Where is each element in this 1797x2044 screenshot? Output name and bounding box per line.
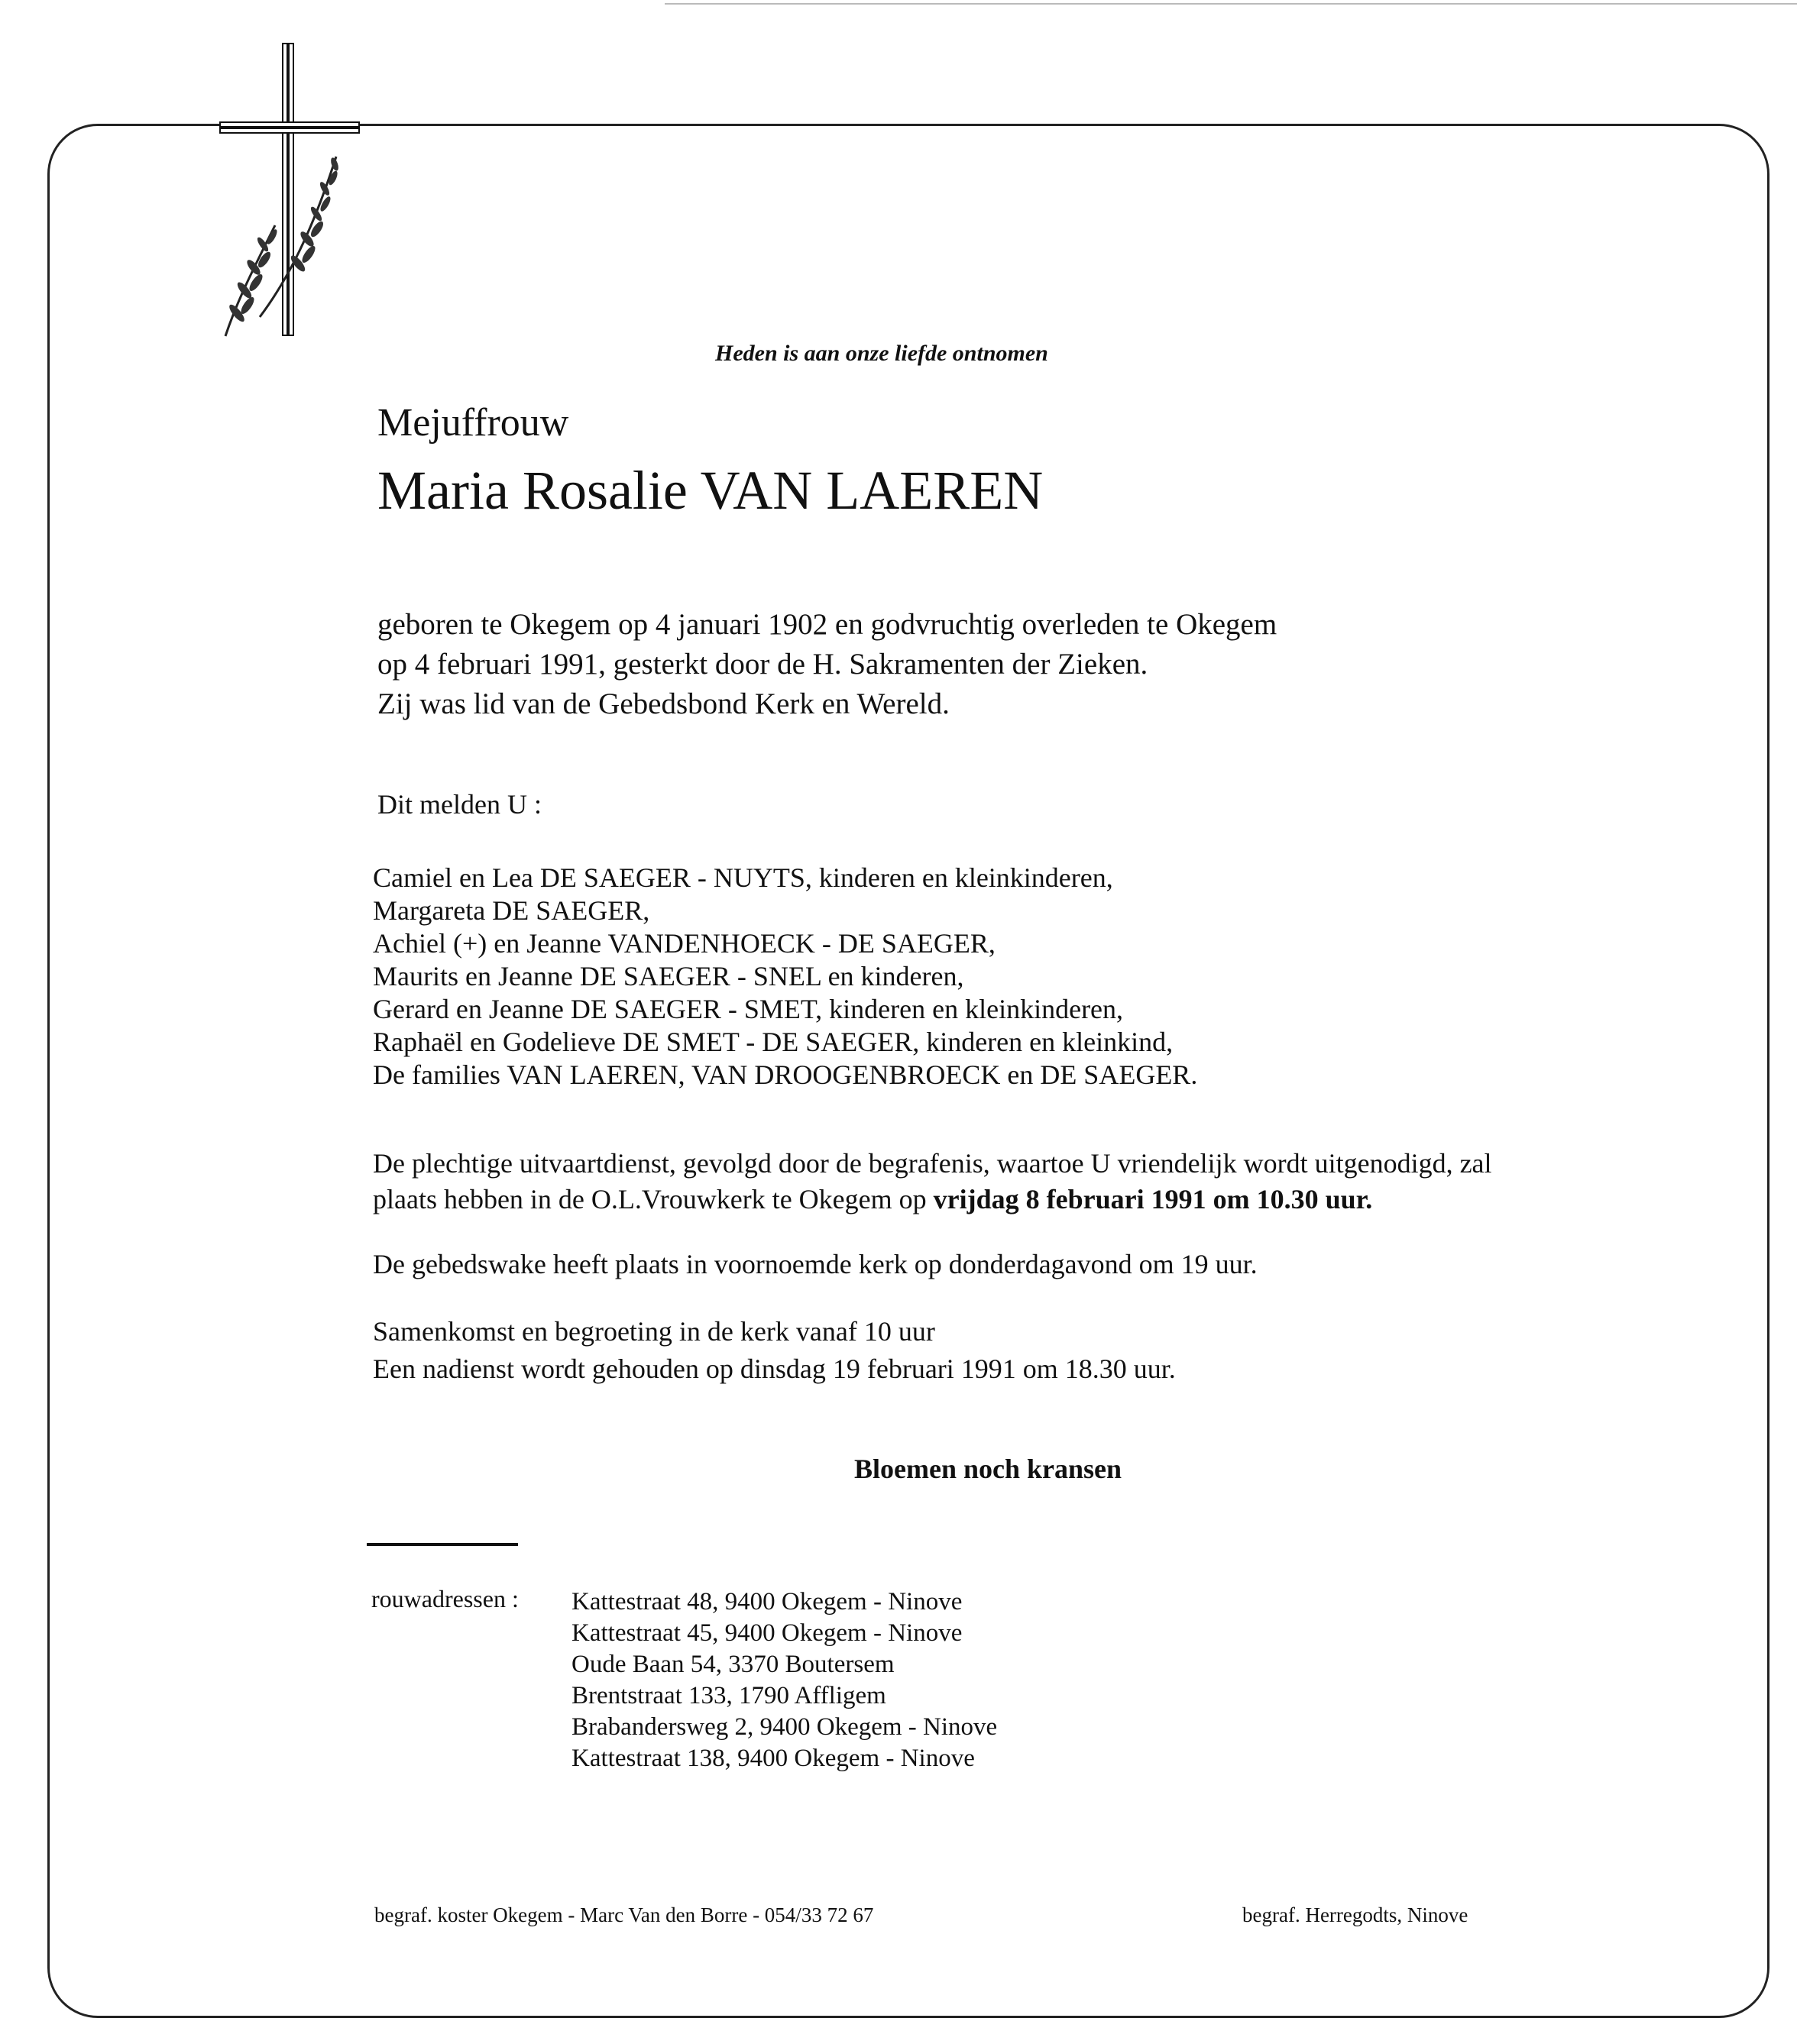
bio-line: Zij was lid van de Gebedsbond Kerk en Wereld. <box>377 687 950 720</box>
service-line: De plechtige uitvaartdienst, gevolgd door de begrafenis, waartoe U vriendelijk wordt uitgenodigd, zal <box>373 1148 1492 1179</box>
wake-line: De gebedswake heeft plaats in voornoemde kerk op donderdagavond om 19 uur. <box>373 1249 1258 1279</box>
service-date: vrijdag 8 februari 1991 om 10.30 uur. <box>933 1184 1373 1214</box>
address-line: Kattestraat 48, 9400 Okegem - Ninove <box>571 1588 963 1615</box>
address-line: Kattestraat 45, 9400 Okegem - Ninove <box>571 1619 963 1647</box>
intro-line: Heden is aan onze liefde ontnomen <box>715 341 1048 366</box>
footer-undertaker: begraf. Herregodts, Ninove <box>1242 1903 1468 1926</box>
honorific: Mejuffrouw <box>377 401 569 445</box>
gathering-line: Samenkomst en begroeting in de kerk vanaf 10 uur <box>373 1316 935 1347</box>
address-line: Brabandersweg 2, 9400 Okegem - Ninove <box>571 1713 998 1741</box>
flowers-note: Bloemen noch kransen <box>854 1454 1122 1484</box>
service-place: plaats hebben in de O.L.Vrouwkerk te Okegem op <box>373 1184 934 1214</box>
announcement-intro: Dit melden U : <box>377 789 542 820</box>
address-line: Oude Baan 54, 3370 Boutersem <box>571 1651 895 1678</box>
relative-line: Gerard en Jeanne DE SAEGER - SMET, kinderen en kleinkinderen, <box>373 994 1124 1024</box>
bio-line: op 4 februari 1991, gesterkt door de H. Sakramenten der Zieken. <box>377 648 1148 681</box>
relative-line: Achiel (+) en Jeanne VANDENHOECK - DE SAEGER, <box>373 928 996 959</box>
relative-line: Raphaël en Godelieve DE SMET - DE SAEGER, kinderen en kleinkind, <box>373 1027 1174 1057</box>
service-line <box>373 1185 1372 1213</box>
address-line: Kattestraat 138, 9400 Okegem - Ninove <box>571 1745 975 1772</box>
footer-sexton: begraf. koster Okegem - Marc Van den Borre - 054/33 72 67 <box>374 1903 874 1926</box>
bio-line: geboren te Okegem op 4 januari 1902 en godvruchtig overleden te Okegem <box>377 608 1277 641</box>
relative-line: Margareta DE SAEGER, <box>373 895 650 926</box>
relative-line: De families VAN LAEREN, VAN DROOGENBROECK en DE SAEGER. <box>373 1059 1198 1090</box>
cross-with-branches-icon <box>214 42 367 340</box>
address-line: Brentstraat 133, 1790 Affligem <box>571 1682 886 1709</box>
memorial-line: Een nadienst wordt gehouden op dinsdag 19 februari 1991 om 18.30 uur. <box>373 1354 1176 1384</box>
top-edge-line <box>665 3 1797 5</box>
separator-rule <box>367 1543 518 1546</box>
relative-line: Maurits en Jeanne DE SAEGER - SNEL en kinderen, <box>373 961 964 991</box>
addresses-label: rouwadressen : <box>371 1585 519 1612</box>
relative-line: Camiel en Lea DE SAEGER - NUYTS, kinderen en kleinkinderen, <box>373 862 1113 893</box>
deceased-name: Maria Rosalie VAN LAEREN <box>377 460 1044 521</box>
